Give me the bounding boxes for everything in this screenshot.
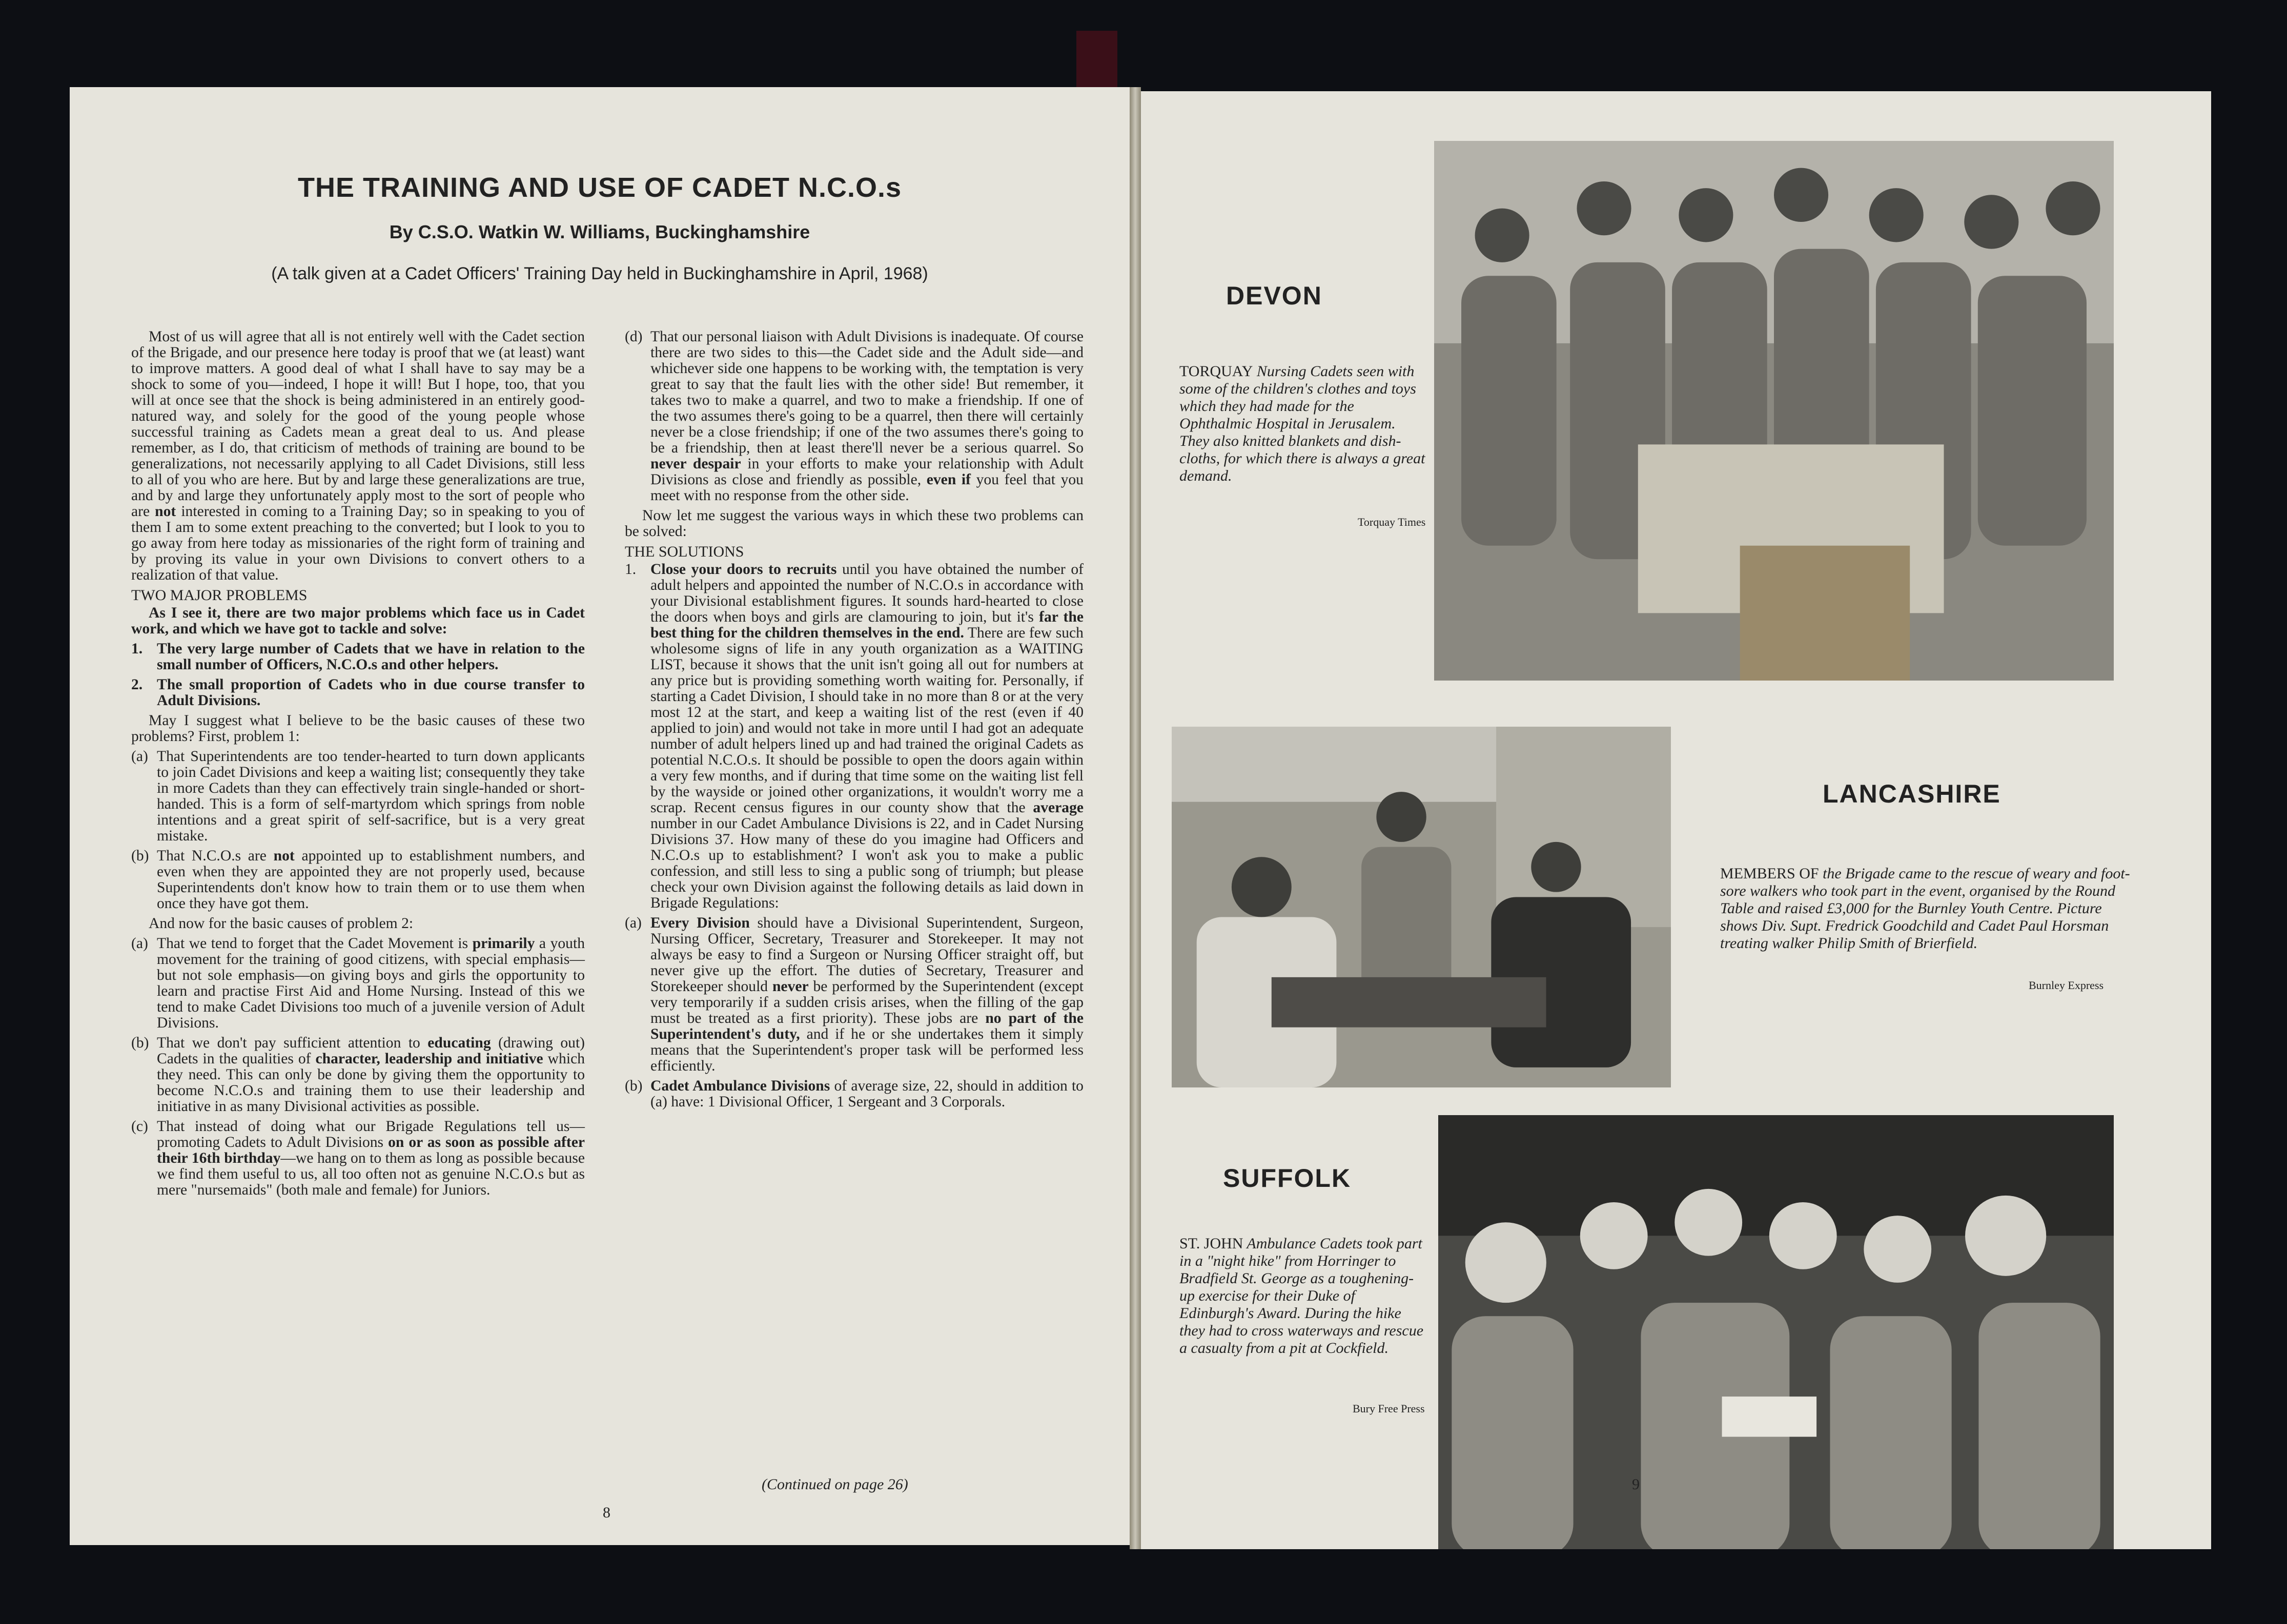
column-2: [625, 329, 1084, 1114]
lancashire-photo: [1172, 727, 1671, 1087]
causes-intro: May I suggest what I believe to be the basic causes of these two problems? First, problem 1:: [131, 712, 585, 745]
cause-item: (b) That N.C.O.s are not appointed up to establishment numbers, and even when they are appointed they are not properly used, because Superintendents don't know how to train them or to use them when once they have got them.: [131, 848, 585, 912]
suffolk-photo: [1438, 1115, 2114, 1549]
cause-item: (c) That instead of doing what our Brigade Regulations tell us—promoting Cadets to Adult Divisions on or as soon as possible after their 16th birthday—we hang on to them as long as possible because we find them useful to us, all too often not as genuine N.C.O.s but as mere "nursemaids" (both male and female) for Juniors.: [131, 1118, 585, 1198]
binding-mark: [1076, 31, 1117, 87]
page-number: 8: [603, 1504, 610, 1521]
region-heading-devon: DEVON: [1226, 281, 1322, 310]
problems-intro: As I see it, there are two major problems which face us in Cadet work, and which we have got to tackle and solve:: [131, 605, 585, 637]
column-1: [131, 329, 585, 1202]
devon-caption: TORQUAY Nursing Cadets seen with some of the children's clothes and toys which they had made for the Ophthalmic Hospital in Jerusalem. They also knitted blankets and dish-cloths, for which there is always a great demand.: [1179, 363, 1425, 484]
solutions-intro: Now let me suggest the various ways in which these two problems can be solved:: [625, 507, 1084, 540]
left-page: [70, 87, 1130, 1545]
causes-intro: And now for the basic causes of problem 2:: [149, 915, 414, 932]
article-title: THE TRAINING AND USE OF CADET N.C.O.s: [297, 172, 902, 203]
heading-the-solutions: THE SOLUTIONS: [625, 543, 744, 560]
devon-photo-credit: Torquay Times: [1358, 516, 1426, 528]
article-note: (A talk given at a Cadet Officers' Training Day held in Buckinghamshire in April, 1968): [271, 264, 928, 283]
article-byline: By C.S.O. Watkin W. Williams, Buckinghamshire: [389, 221, 810, 242]
continued-note: (Continued on page 26): [762, 1476, 908, 1493]
spine-gutter: [1130, 87, 1141, 1549]
page-number: 9: [1632, 1476, 1640, 1493]
cause-item: (a) That we tend to forget that the Cadet Movement is primarily a youth movement for the training of good citizens, with special emphasis—but not sole emphasis—on giving boys and girls the opportunity to learn and practise First Aid and Home Nursing. Instead of this we tend to make Cadet Divisions too much of a juvenile version of Adult Divisions.: [131, 935, 585, 1031]
region-heading-lancashire: LANCASHIRE: [1823, 779, 2001, 808]
suffolk-caption: ST. JOHN Ambulance Cadets took part in a "night hike" from Horringer to Bradfield St. George as a toughening-up exercise for their Duke of Edinburgh's Award. During the hike they had to cross waterways and rescue a casualty from a pit at Cockfield.: [1179, 1235, 1424, 1356]
solution-subitem: (a) Every Division should have a Divisional Superintendent, Surgeon, Nursing Officer, Secretary, Treasurer and Storekeeper. It may not always be easy to find a Surgeon or Nursing Officer straight off, but never give up the effort. The duties of Secretary, Treasurer and Storekeeper should never be performed by the Superintendent (except very temporarily if a sudden crisis arises, when the filling of the gap must be treated as a first priority). These jobs are no part of the Superintendent's duty, and if he or she undertakes them it simply means that the Superintendent's proper task will be performed less efficiently.: [625, 915, 1084, 1074]
suffolk-photo-credit: Bury Free Press: [1353, 1402, 1425, 1415]
devon-photo: [1434, 141, 2114, 681]
cause-item: (d) That our personal liaison with Adult Divisions is inadequate. Of course there are two sides to this—the Cadet side and the Adult side—and whichever side one happens to be working with, the temptation is very great to say that the fault lies with the other side! But remember, it takes two to make a quarrel, and two to make a friendship. If one of the two assumes there's going to be a quarrel, then there will certainly never be a close friendship; if one of the two assumes there's going to be a friendship, then at least there'll never be a serious quarrel. So never despair in your efforts to make your relationship with Adult Divisions as close and friendly as possible, even if you feel that you meet with no response from the other side.: [625, 328, 1084, 504]
cause-item: (a) That Superintendents are too tender-hearted to turn down applicants to join Cadet Divisions and keep a waiting list; consequently they take in more Cadets than they can effectively train single-handed or short-handed. This is a form of self-martyrdom which springs from noble intentions and a great spirit of self-sacrifice, but is a very great mistake.: [131, 748, 585, 844]
lancashire-caption: MEMBERS OF the Brigade came to the rescue of weary and foot-sore walkers who took part in the event, organised by the Round Table and raised £3,000 for the Burnley Youth Centre. Picture shows Div. Supt. Fredrick Goodchild and Cadet Paul Horsman treating walker Philip Smith of Brierfield.: [1720, 865, 2130, 952]
right-page: [1141, 91, 2211, 1549]
lancashire-photo-credit: Burnley Express: [2029, 979, 2104, 992]
region-heading-suffolk: SUFFOLK: [1223, 1164, 1352, 1193]
intro-paragraph: Most of us will agree that all is not entirely well with the Cadet section of the Brigade, and our presence here today is proof that we (at least) want to improve matters. A good deal of what I shall have to say may be a shock to some of you—indeed, I hope it will! But I hope, too, that you will at once see that the shock is being administered in an entirely good-natured way, and solely for the good of the young people whose successful training as Cadets mean a great deal to us. And please remember, as I do, that criticism of methods of training are bound to be generalizations, not necessarily applying to all Cadet Divisions, still less to all of you who are here. But by and large these generalizations are true, and by and large they unfortunately apply most to the sort of people who are not interested in coming to a Training Day; so in speaking to you of them I am to some extent preaching to the converted; but I look to you to go away from here today as missionaries of the right form of training and by proving its value in your own Divisions to convert others to a realization of that value.: [131, 328, 585, 583]
problem-item: 2. The small proportion of Cadets who in due course transfer to Adult Divisions.: [131, 676, 585, 709]
cause-item: (b) That we don't pay sufficient attention to educating (drawing out) Cadets in the qualities of character, leadership and initiative which they need. This can only be done by giving them the opportunity to become N.C.O.s and training them to use their leadership and initiative in as many Divisional activities as possible.: [131, 1035, 585, 1115]
solution-item: 1. Close your doors to recruits until you have obtained the number of adult helpers and appointed the number of N.C.O.s in accordance with your Divisional establishment figures. It sounds hard-hearted to close the doors when boys and girls are clamouring to join, but it's far the best thing for the children themselves in the end. There are few such wholesome signs of life in any youth organization as a WAITING LIST, because it shows that the unit isn't going all out for numbers at any price but is providing something worth waiting for. Personally, if starting a Cadet Division, I should take in no more than 8 or at the very most 12 at the start, and keep a waiting list of the rest (even if 40 applied to join) and would not take in more until I had got an adequate number of adult helpers lined up and had trained the original Cadets as potential N.C.O.s. It should be possible to open the doors again within a very few months, and if during that time some on the waiting list fell by the wayside or joined other organizations, it wouldn't worry me a scrap. Recent census figures in our county show that the average number in our Cadet Ambulance Divisions is 22, and in Cadet Nursing Divisions 37. How many of these do you imagine had Officers and N.C.O.s up to establishment? I won't ask you to make a public confession, and still less to sing a public song of triumph; but please check your own Division against the following details as laid down in Brigade Regulations:: [625, 561, 1084, 911]
problem-item: 1. The very large number of Cadets that we have in relation to the small number of Officers, N.C.O.s and other helpers.: [131, 641, 585, 673]
solution-subitem: (b) Cadet Ambulance Divisions of average size, 22, should in addition to (a) have: 1 Divisional Officer, 1 Sergeant and 3 Corporals.: [625, 1078, 1084, 1110]
heading-two-major-problems: TWO MAJOR PROBLEMS: [131, 587, 308, 604]
